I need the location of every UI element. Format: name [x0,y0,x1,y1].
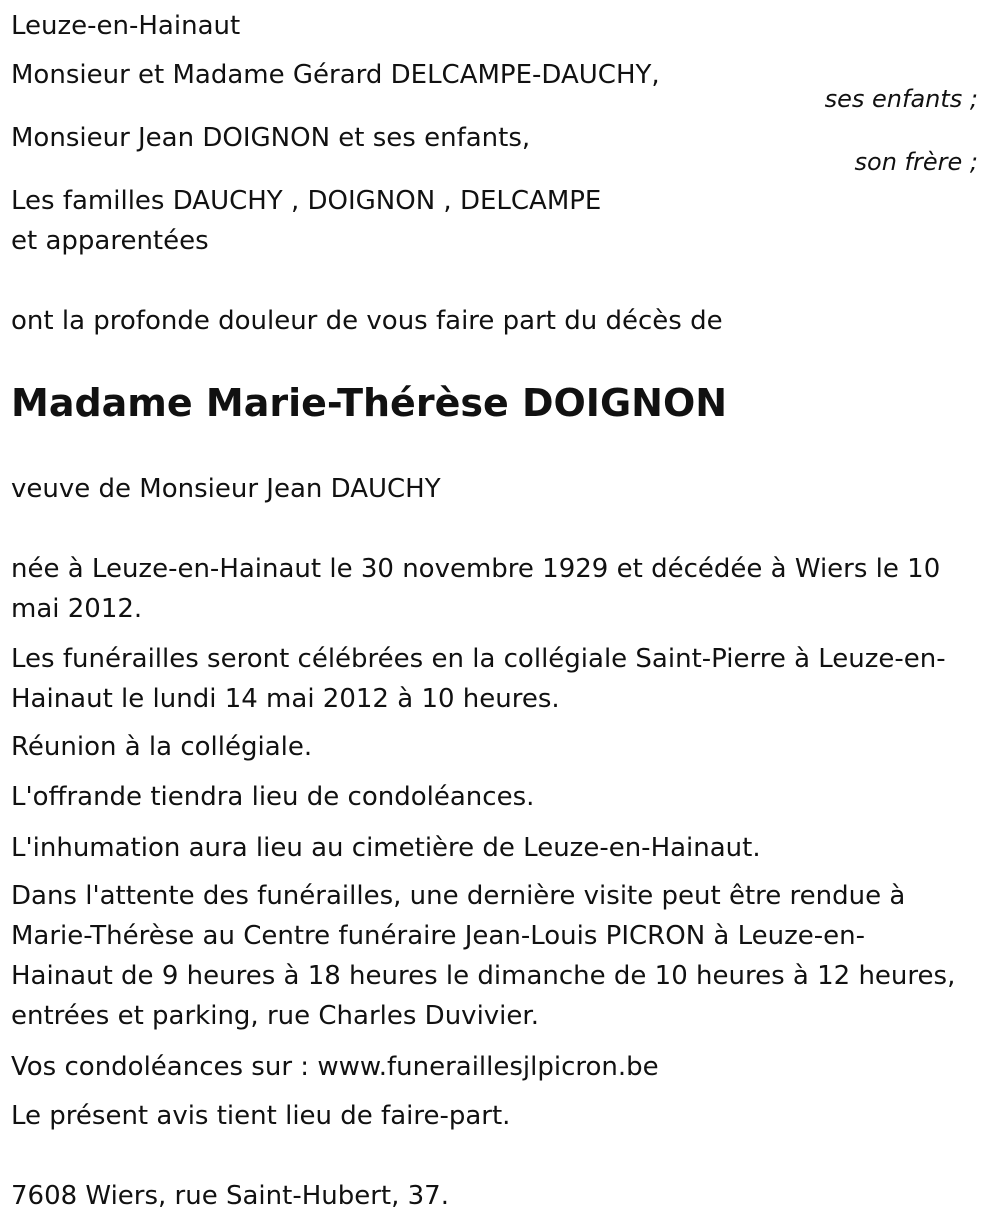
family-name-children: Monsieur et Madame Gérard DELCAMPE-DAUCHY, [11,60,660,90]
address-text: 7608 Wiers, rue Saint-Hubert, 37. [11,1181,449,1211]
deceased-name: Madame Marie-Thérèse DOIGNON [11,381,728,425]
families-line-2: et apparentées [11,226,209,256]
condolences-text: Vos condoléances sur : www.funeraillesjlpicron.be [11,1052,659,1082]
announcement-text: ont la profonde douleur de vous faire part du décès de [11,306,723,336]
notice-text: Le présent avis tient lieu de faire-part. [11,1101,511,1131]
relation-children: ses enfants ; [824,85,978,113]
family-name-brother: Monsieur Jean DOIGNON et ses enfants, [11,123,531,153]
location-heading: Leuze-en-Hainaut [11,11,241,41]
relation-brother: son frère ; [854,148,978,176]
meeting-text: Réunion à la collégiale. [11,732,313,762]
offering-text: L'offrande tiendra lieu de condoléances. [11,782,535,812]
visit-text: Dans l'attente des funérailles, une dernière visite peut être rendue à Marie-Thérèse au Centre funéraire Jean-Louis PICRON à Leuze-en-Hainaut de 9 heures à 18 heures le dimanche de 10 heures à 12 heures, entrées et parking, rue Charles Duvivier. [11,881,956,1031]
burial-text: L'inhumation aura lieu au cimetière de Leuze-en-Hainaut. [11,833,761,863]
widow-of-text: veuve de Monsieur Jean DAUCHY [11,474,441,504]
birth-death-text: née à Leuze-en-Hainaut le 30 novembre 1929 et décédée à Wiers le 10 mai 2012. [11,554,941,624]
families-line-1: Les familles DAUCHY , DOIGNON , DELCAMPE [11,186,602,216]
funeral-text: Les funérailles seront célébrées en la collégiale Saint-Pierre à Leuze-en-Hainaut le lundi 14 mai 2012 à 10 heures. [11,644,946,714]
